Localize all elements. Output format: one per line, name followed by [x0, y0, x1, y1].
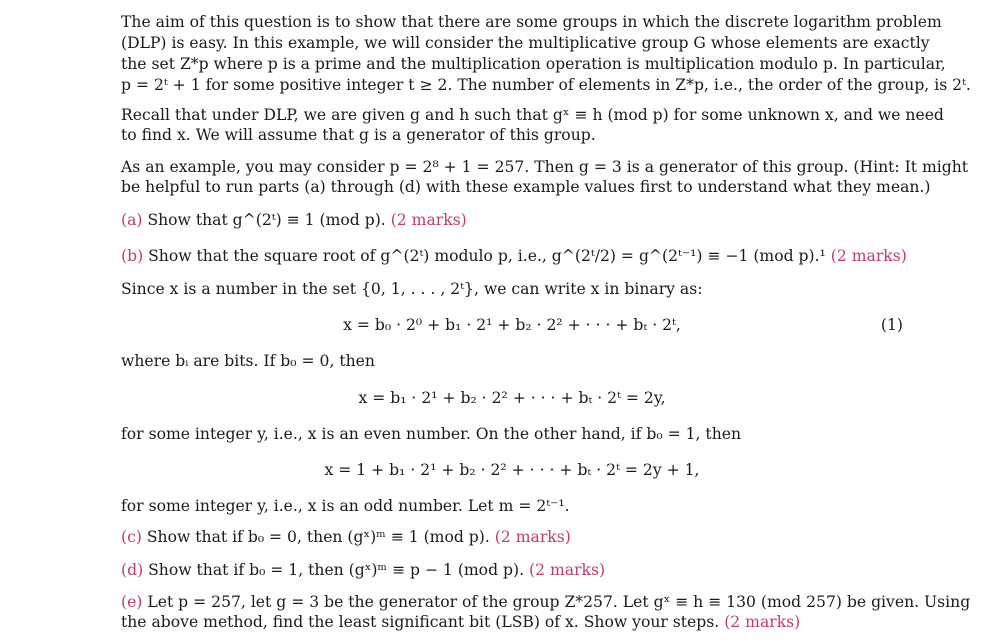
part-c-text: Show that if b₀ = 0, then (gˣ)ᵐ ≡ 1 (mod p). — [146, 528, 490, 546]
part-e-marks: (2 marks) — [724, 613, 801, 631]
even-line: for some integer y, i.e., x is an even number. On the other hand, if b₀ = 1, then — [121, 425, 742, 443]
intro-line-2: (DLP) is easy. In this example, we will consider the multiplicative group G whose elements are exactly — [121, 34, 930, 52]
example-line-2: be helpful to run parts (a) through (d) with these example values first to understand what they mean.) — [121, 178, 931, 196]
part-b-marks: (2 marks) — [830, 247, 907, 265]
odd-line: for some integer y, i.e., x is an odd number. Let m = 2ᵗ⁻¹. — [121, 497, 570, 515]
part-a-label: (a) — [121, 211, 143, 229]
recall-line-1: Recall that under DLP, we are given g and h such that gˣ ≡ h (mod p) for some unknown x, and we need — [121, 106, 944, 124]
part-e-label: (e) — [121, 593, 143, 611]
part-c-marks: (2 marks) — [494, 528, 571, 546]
part-b — [121, 246, 907, 266]
part-e-text-1: Let p = 257, let g = 3 be the generator of the group Z*257. Let gˣ ≡ h ≡ 130 (mod 257) be given. Using — [147, 593, 971, 611]
equation-2: x = b₁ · 2¹ + b₂ · 2² + · · · + bₜ · 2ᵗ = 2y, — [358, 389, 666, 407]
intro-line-3: the set Z*p where p is a prime and the multiplication operation is multiplication modulo p. In particular, — [121, 55, 946, 73]
example-line-1: As an example, you may consider p = 2⁸ + 1 = 257. Then g = 3 is a generator of this group. (Hint: It might — [121, 158, 969, 176]
part-a — [121, 210, 903, 230]
intro-line-1: The aim of this question is to show that there are some groups in which the discrete logarithm problem — [121, 13, 942, 31]
part-d-label: (d) — [121, 561, 144, 579]
where-line: where bᵢ are bits. If b₀ = 0, then — [121, 352, 375, 370]
part-a-marks: (2 marks) — [390, 211, 467, 229]
part-b-label: (b) — [121, 247, 144, 265]
equation-3: x = 1 + b₁ · 2¹ + b₂ · 2² + · · · + bₜ · 2ᵗ = 2y + 1, — [324, 461, 700, 479]
equation-1: x = b₀ · 2⁰ + b₁ · 2¹ + b₂ · 2² + · · · + bₜ · 2ᵗ, — [343, 316, 681, 334]
part-c — [121, 527, 903, 547]
intro-line-4: p = 2ᵗ + 1 for some positive integer t ≥ 2. The number of elements in Z*p, i.e., the order of the group, is 2ᵗ. — [121, 76, 971, 94]
equation-number: (1) — [880, 316, 903, 334]
part-d-marks: (2 marks) — [529, 561, 606, 579]
binary-intro: Since x is a number in the set {0, 1, . . . , 2ᵗ}, we can write x in binary as: — [121, 280, 703, 298]
part-b-text: Show that the square root of g^(2ᵗ) modulo p, i.e., g^(2ᵗ/2) = g^(2ᵗ⁻¹) ≡ −1 (mod p).¹ — [148, 247, 826, 265]
part-e-line-1 — [121, 592, 971, 612]
part-a-text: Show that g^(2ᵗ) ≡ 1 (mod p). — [147, 211, 386, 229]
recall-line-2: to find x. We will assume that g is a generator of this group. — [121, 126, 596, 144]
part-d — [121, 560, 903, 580]
part-d-text: Show that if b₀ = 1, then (gˣ)ᵐ ≡ p − 1 (mod p). — [148, 561, 525, 579]
part-e-text-2: the above method, find the least significant bit (LSB) of x. Show your steps. — [121, 613, 720, 631]
part-c-label: (c) — [121, 528, 142, 546]
part-e-line-2 — [121, 612, 903, 632]
